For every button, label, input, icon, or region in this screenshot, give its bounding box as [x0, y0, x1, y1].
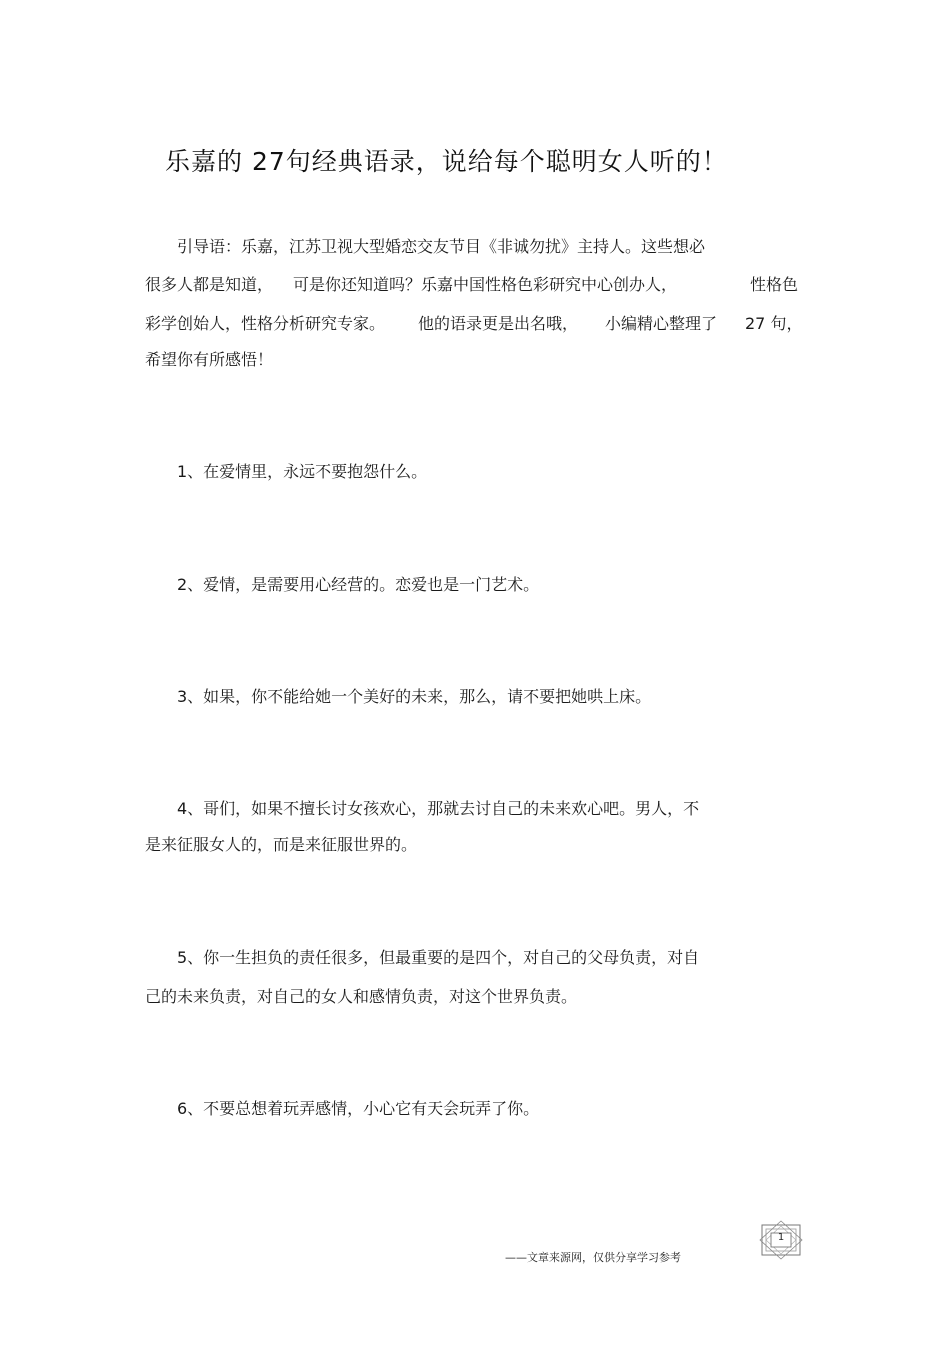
- footer-source-note: ——文章来源网，仅供分享学习参考: [505, 1251, 681, 1264]
- quote-5-line-2: 己的未来负责，对自己的女人和感情负责，对这个世界负责。: [145, 987, 578, 1006]
- intro-line-2b: 可是你还知道吗？乐嘉中国性格色彩研究中心创办人，: [293, 275, 678, 294]
- page-number-badge: [758, 1220, 804, 1260]
- intro-line-2c: 性格色: [750, 275, 799, 294]
- intro-line-1: 引导语：乐嘉，江苏卫视大型婚恋交友节目《非诚勿扰》主持人。这些想必: [177, 237, 706, 256]
- intro-line-4: 希望你有所感悟！: [145, 350, 274, 369]
- intro-line-3c: 小编精心整理了: [605, 314, 718, 333]
- intro-line-3d: 27 句，: [745, 314, 803, 333]
- document-title: 乐嘉的 27句经典语录，说给每个聪明女人听的！: [165, 147, 728, 176]
- quote-5-line-1: 5、你一生担负的责任很多，但最重要的是四个，对自己的父母负责，对自: [177, 948, 700, 967]
- quote-4-line-2: 是来征服女人的，而是来征服世界的。: [145, 835, 418, 854]
- intro-line-3b: 他的语录更是出名哦，: [418, 314, 579, 333]
- quote-3: 3、如果，你不能给她一个美好的未来，那么，请不要把她哄上床。: [177, 687, 652, 706]
- page-number: 1: [777, 1232, 785, 1243]
- intro-line-2a: 很多人都是知道，: [145, 275, 274, 294]
- quote-1: 1、在爱情里，永远不要抱怨什么。: [177, 462, 428, 481]
- quote-6: 6、不要总想着玩弄感情，小心它有天会玩弄了你。: [177, 1099, 540, 1118]
- quote-2: 2、爱情，是需要用心经营的。恋爱也是一门艺术。: [177, 575, 540, 594]
- quote-4-line-1: 4、哥们，如果不擅长讨女孩欢心，那就去讨自己的未来欢心吧。男人，不: [177, 799, 700, 818]
- intro-line-3a: 彩学创始人，性格分析研究专家。: [145, 314, 386, 333]
